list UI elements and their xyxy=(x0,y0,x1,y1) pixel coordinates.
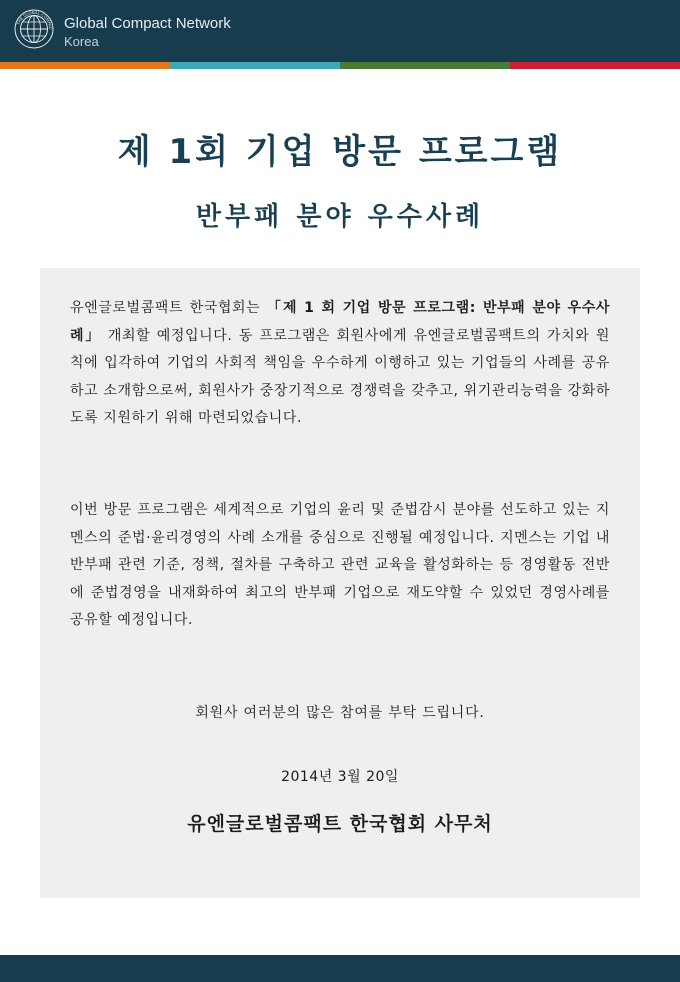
stripe-orange xyxy=(0,62,170,69)
org-sub: Korea xyxy=(64,34,99,49)
stripe-teal xyxy=(170,62,340,69)
un-global-compact-logo-icon xyxy=(14,9,54,49)
page-title: 제 1회 기업 방문 프로그램 xyxy=(117,132,563,172)
closing-line: 회원사 여러분의 많은 참여를 부탁 드립니다. xyxy=(195,705,485,721)
signature: 유엔글로벌콤팩트 한국협회 사무처 xyxy=(187,813,493,835)
paragraph-details: 이번 방문 프로그램은 세계적으로 기업의 윤리 및 준법감시 분야를 선도하고 있는 지멘스의 준법·윤리경영의 사례 소개를 중심으로 진행될 예정입니다. 지멘스는 기업 내 반부패 관련 기준, 정책, 절차를 구축하고 관련 교육을 활성화하는 등 경영활동 전반에 준법경영을 내재화하여 최고의 반부패 기업으로 재도약할 수 있었던 경영사례를 공유할 예정입니다. xyxy=(70,502,610,628)
issue-date: 2014년 3월 20일 xyxy=(281,769,399,785)
stripe-green xyxy=(340,62,510,69)
header-bar xyxy=(0,0,680,62)
footer-bar xyxy=(0,955,680,982)
paragraph-intro-lead: 유엔글로벌콤팩트 한국협회는 xyxy=(70,300,267,316)
stripe-red xyxy=(510,62,680,69)
page-subtitle: 반부패 분야 우수사례 xyxy=(195,202,485,232)
org-name: Global Compact Network xyxy=(64,15,231,32)
program-name: 「제 1 회 기업 방문 프로그램: 반부패 분야 우수사례」 xyxy=(70,300,610,344)
logo-ring-text: THE GLOBAL COMPAC xyxy=(15,9,54,30)
paragraph-intro xyxy=(70,295,610,433)
paragraph-intro-rest: 개최할 예정입니다. 동 프로그램은 회원사에게 유엔글로벌콤팩트의 가치와 원칙에 입각하여 기업의 사회적 책임을 우수하게 이행하고 있는 기업들의 사례를 공유하고 소개함으로써, 회원사가 중장기적으로 경쟁력을 갖추고, 위기관리능력을 강화하도록 지원하기 위해 마련되었습니다. xyxy=(70,327,610,426)
